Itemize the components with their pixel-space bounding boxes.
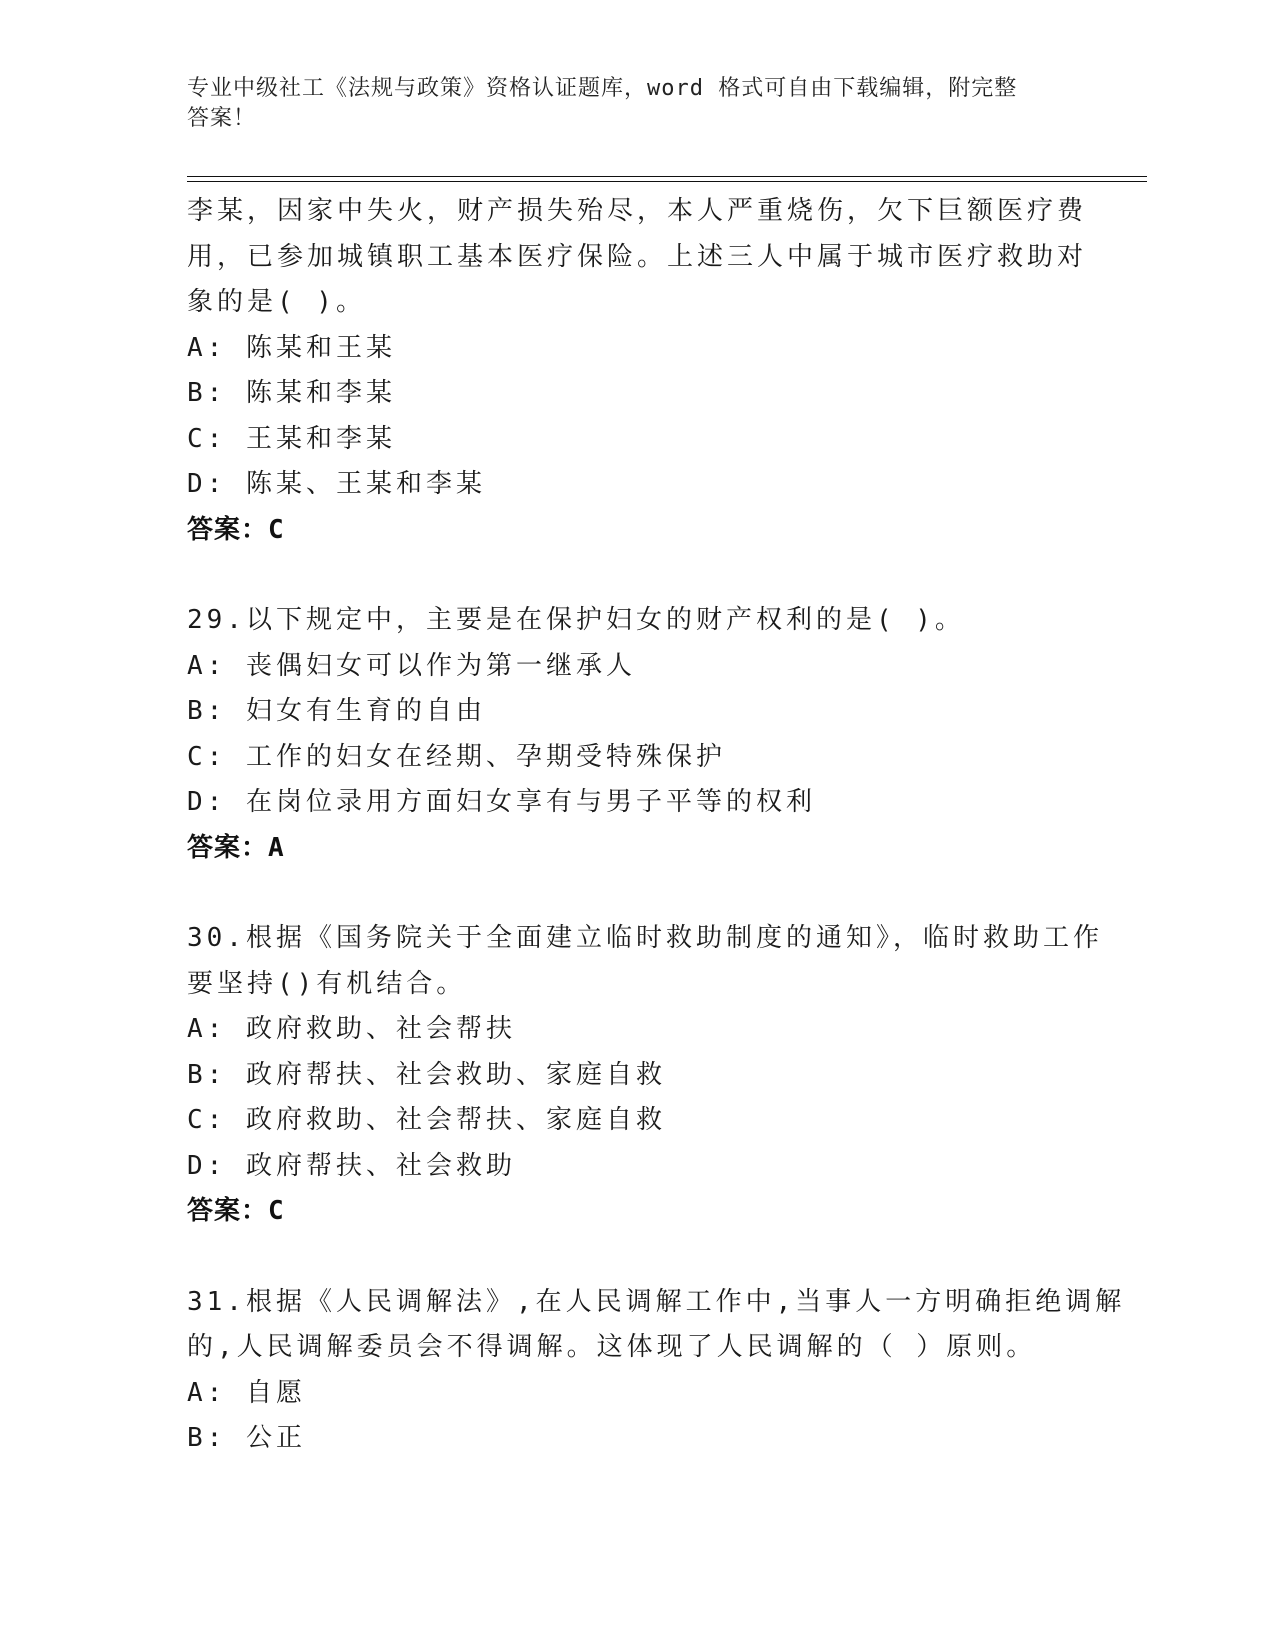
option-c: C: 工作的妇女在经期、孕期受特殊保护	[187, 741, 726, 772]
spacer	[187, 871, 1087, 916]
option-c: C: 王某和李某	[187, 423, 396, 454]
option-a: A: 政府救助、社会帮扶	[187, 1014, 516, 1044]
option-b: B: 妇女有生育的自由	[187, 696, 486, 726]
question-30	[187, 916, 1103, 1235]
option-b: B: 公正	[187, 1423, 306, 1453]
option-a: A: 自愿	[187, 1377, 306, 1408]
header-line-2: 答案！	[187, 106, 257, 131]
question-text-line: 李某，因家中失火，财产损失殆尽，本人严重烧伤，欠下巨额医疗费	[187, 196, 1088, 226]
option-d: D: 政府帮扶、社会救助	[187, 1150, 516, 1181]
option-c: C: 政府救助、社会帮扶、家庭自救	[187, 1105, 666, 1135]
question-text-line: 31.根据《人民调解法》,在人民调解工作中,当事人一方明确拒绝调解	[187, 1286, 1126, 1317]
header-rule-top	[187, 176, 1147, 177]
answer-label: 答案：A	[187, 832, 285, 863]
option-d: D: 在岗位录用方面妇女享有与男子平等的权利	[187, 787, 816, 817]
question-text-line: 30.根据《国务院关于全面建立临时救助制度的通知》，临时救助工作	[187, 923, 1103, 953]
option-a: A: 陈某和王某	[187, 332, 396, 363]
question-text-line: 要坚持()有机结合。	[187, 968, 467, 999]
option-d: D: 陈某、王某和李某	[187, 469, 486, 499]
page-header	[187, 74, 1067, 134]
spacer	[187, 1235, 1087, 1280]
question-29	[187, 598, 1087, 871]
question-28	[187, 189, 1087, 553]
header-line-1: 专业中级社工《法规与政策》资格认证题库，word 格式可自由下载编辑，附完整	[187, 76, 1018, 101]
header-rule-bottom	[187, 181, 1147, 182]
option-a: A: 丧偶妇女可以作为第一继承人	[187, 650, 636, 681]
question-text-line: 29.以下规定中，主要是在保护妇女的财产权利的是( )。	[187, 605, 965, 635]
question-31	[187, 1280, 1126, 1462]
answer-label: 答案：C	[187, 514, 285, 545]
question-text-line: 象的是( )。	[187, 287, 366, 317]
option-b: B: 陈某和李某	[187, 378, 396, 408]
question-text-line: 的,人民调解委员会不得调解。这体现了人民调解的（ ）原则。	[187, 1332, 1037, 1362]
spacer	[187, 553, 1087, 598]
question-text-line: 用，已参加城镇职工基本医疗保险。上述三人中属于城市医疗救助对	[187, 241, 1088, 272]
question-list	[187, 189, 1126, 1462]
option-b: B: 政府帮扶、社会救助、家庭自救	[187, 1059, 666, 1090]
answer-label: 答案：C	[187, 1196, 285, 1226]
